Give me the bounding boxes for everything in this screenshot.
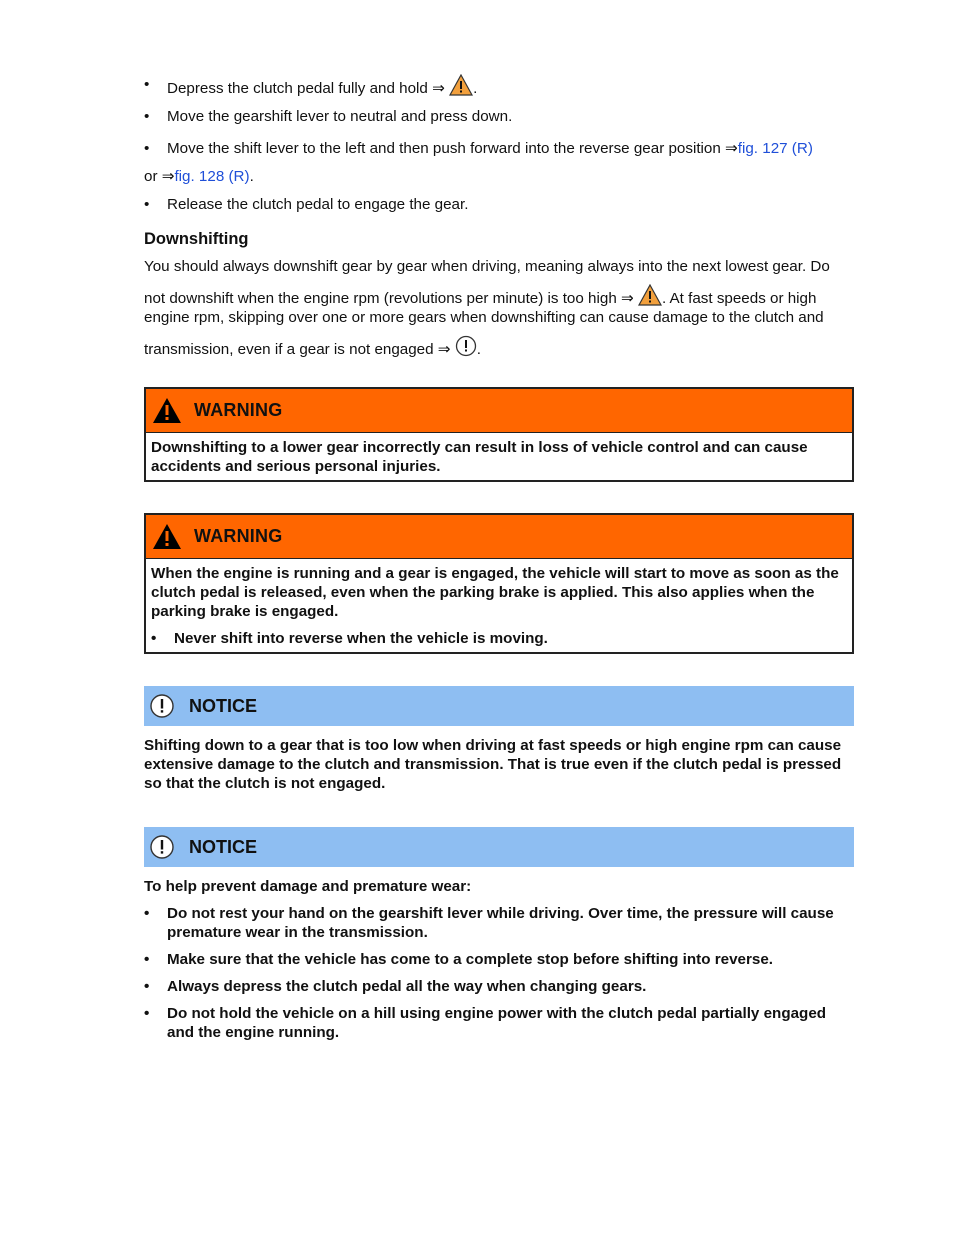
bullet: • — [151, 630, 157, 647]
step-suffix: . — [473, 80, 478, 97]
step-item — [144, 138, 854, 160]
step-item — [144, 74, 854, 100]
bullet: • — [144, 196, 150, 213]
bullet-text: Do not hold the vehicle on a hill using engine power with the clutch pedal partially engaged and the engine running. — [167, 1005, 827, 1041]
notice-bullet-item — [144, 950, 854, 969]
step-text: Release the clutch pedal to engage the gear. — [167, 196, 469, 213]
para-line: not downshift when the engine rpm (revolutions per minute) is too high ⇒ . At fast speeds or high — [144, 284, 854, 310]
bullet-text: Never shift into reverse when the vehicle is moving. — [174, 630, 548, 647]
section-heading: Downshifting — [144, 230, 249, 248]
notice-text: Shifting down to a gear that is too low when driving at fast speeds or high engine rpm can cause extensive damage to the clutch and transmission. That is true even if the clutch pedal is pressed so that the clutch is not engaged. — [144, 737, 842, 792]
bullet: • — [144, 951, 150, 968]
warning-box — [144, 513, 854, 654]
figure-link-128[interactable]: fig. 128 (R) — [174, 168, 250, 185]
notice-bullet-item — [144, 1004, 854, 1042]
warning-triangle-icon[interactable] — [638, 284, 662, 306]
notice-content — [144, 867, 854, 1042]
notice-header — [144, 686, 854, 726]
warning-header — [146, 389, 852, 433]
bullet-text: Make sure that the vehicle has come to a complete stop before shifting into reverse. — [167, 951, 773, 968]
notice-exclamation-icon — [149, 693, 175, 719]
step-text: Depress the clutch pedal fully and hold ⇒ — [167, 80, 445, 97]
bullet: • — [144, 108, 150, 125]
bullet: • — [144, 978, 150, 995]
warning-triangle-icon[interactable] — [449, 74, 473, 96]
warning-body: Downshifting to a lower gear incorrectly can result in loss of vehicle control and can cause accidents and serious personal injuries. — [151, 439, 808, 475]
notice-title: NOTICE — [189, 836, 258, 857]
warning-title: WARNING — [194, 526, 283, 546]
continuation-prefix: or ⇒ — [144, 168, 175, 185]
warning-title: WARNING — [194, 400, 283, 420]
notice-intro: To help prevent damage and premature wear: — [144, 878, 472, 895]
warning-triangle-icon — [152, 397, 182, 424]
warning-box — [144, 387, 854, 482]
bullet-text: Always depress the clutch pedal all the way when changing gears. — [167, 978, 647, 995]
step-continuation — [144, 166, 854, 188]
para-line: You should always downshift gear by gear when driving, meaning always into the next lowest gear. Do — [144, 258, 830, 275]
page-content — [144, 74, 854, 1042]
bullet: • — [144, 1005, 150, 1022]
warning-triangle-icon — [152, 523, 182, 550]
para-line: transmission, even if a gear is not engaged ⇒ . — [144, 335, 854, 361]
step-text: Move the gearshift lever to neutral and press down. — [167, 108, 513, 125]
step-item — [144, 194, 854, 216]
warning-bullet-item — [151, 629, 847, 648]
step-text: Move the shift lever to the left and then push forward into the reverse gear position ⇒ — [167, 140, 738, 157]
notice-exclamation-icon[interactable] — [455, 335, 477, 357]
notice-block — [144, 686, 854, 793]
notice-block — [144, 827, 854, 1042]
warning-header — [146, 515, 852, 559]
continuation-suffix: . — [249, 168, 254, 185]
step-item — [144, 106, 854, 128]
bullet: • — [144, 905, 150, 922]
downshifting-paragraph — [144, 256, 854, 361]
notice-title: NOTICE — [189, 695, 258, 716]
figure-link-127[interactable]: fig. 127 (R) — [737, 140, 813, 157]
notice-bullet-item — [144, 904, 854, 942]
notice-bullet-item — [144, 977, 854, 996]
notice-exclamation-icon — [149, 834, 175, 860]
bullet-text: Do not rest your hand on the gearshift lever while driving. Over time, the pressure will cause premature wear in the transmission. — [167, 905, 834, 941]
bullet: • — [144, 76, 150, 93]
bullet: • — [144, 140, 150, 157]
notice-header — [144, 827, 854, 867]
warning-body — [146, 559, 852, 652]
para-line: engine rpm, skipping over one or more gears when downshifting can cause damage to the clutch and — [144, 309, 824, 326]
warning-text: When the engine is running and a gear is engaged, the vehicle will start to move as soon as the clutch pedal is released, even when the parking brake is applied. This also applies when the parking brake is engaged. — [151, 565, 839, 620]
